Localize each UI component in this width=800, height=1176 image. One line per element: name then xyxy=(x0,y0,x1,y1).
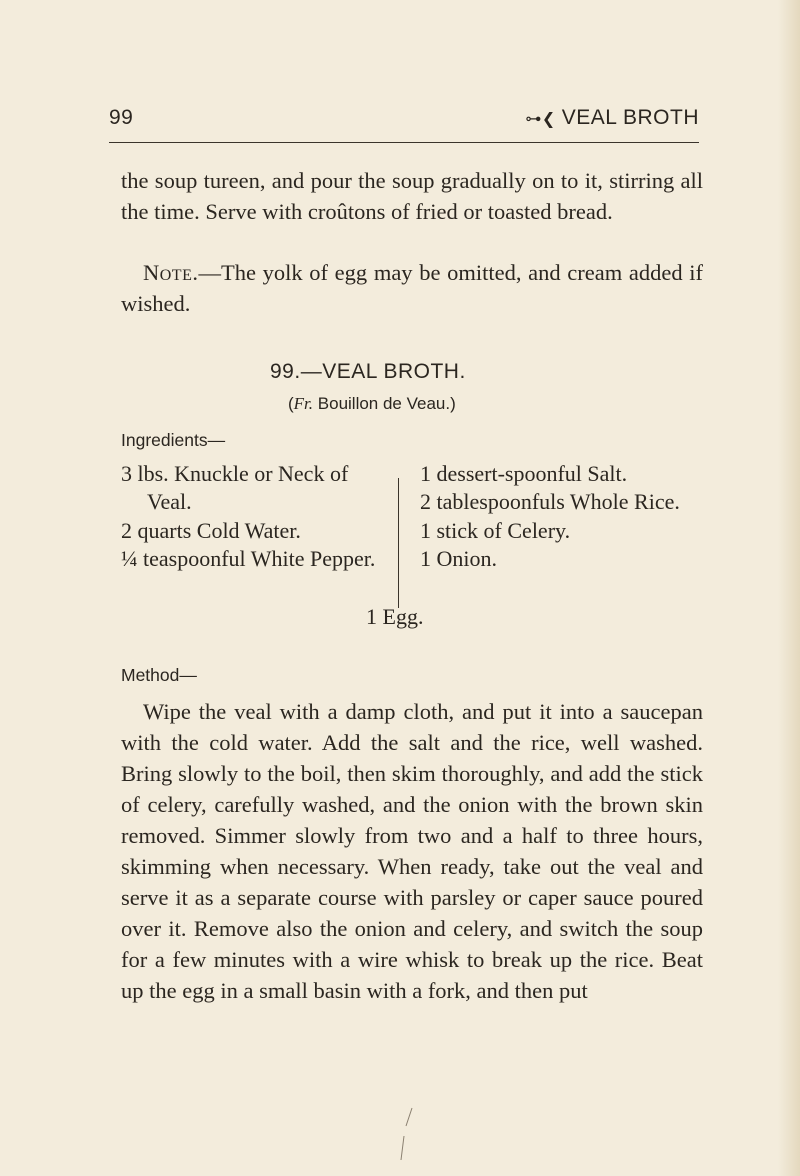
ingredient-item: 1 Onion. xyxy=(420,546,497,572)
intro-paragraph: the soup tureen, and pour the soup gradually on to it, stirring all the time. Serve with croûtons of fried or toasted bread. xyxy=(121,168,703,224)
subtitle-open: ( xyxy=(288,394,294,413)
ingredient-egg: 1 Egg. xyxy=(366,604,424,629)
pencil-mark xyxy=(398,1106,414,1162)
page-number: 99 xyxy=(109,106,134,129)
note-label: Note. xyxy=(143,260,199,285)
ingredient-item: ¼ teaspoonful White Pepper. xyxy=(121,546,376,572)
subtitle-fr: Fr. xyxy=(293,394,314,413)
recipe-title: 99.—VEAL BROTH. xyxy=(270,360,466,383)
page-header xyxy=(109,106,699,138)
method-paragraph: Wipe the veal with a damp cloth, and put it into a saucepan with the cold water. Add the salt and the rice, well washed. Bring slowly to the boil, then skim thoroughly, and add the stick of celery, carefully washed, and the onion with the brown skin removed. Simmer slowly from two and a half to three hours, skimming when necessary. When ready, take out the veal and serve it as a separate course with parsley or caper sauce poured over it. Remove also the onion and celery, and switch the soup for a few minutes with a wire whisk to break up the rice. Beat up the egg in a small basin with a fork, and then put xyxy=(121,699,703,1003)
ingredient-item: 3 lbs. Knuckle or Neck of Veal. xyxy=(121,461,349,515)
ingredient-item: 2 tablespoonfuls Whole Rice. xyxy=(420,489,680,515)
note-paragraph xyxy=(121,258,703,319)
ingredient-item: 1 dessert-spoonful Salt. xyxy=(420,461,628,486)
header-rule xyxy=(109,142,699,143)
recipe-subtitle xyxy=(288,394,456,414)
ingredient-item: 2 quarts Cold Water. xyxy=(121,517,301,543)
note-text: —The yolk of egg may be omitted, and cream added if wished. xyxy=(121,260,703,316)
method-label: Method— xyxy=(121,665,197,685)
subtitle-rest: Bouillon de Veau.) xyxy=(313,394,456,413)
page-edge-shading xyxy=(778,0,800,1176)
ingredients-divider xyxy=(398,478,399,608)
ingredients-label: Ingredients— xyxy=(121,430,226,450)
running-head xyxy=(525,106,699,130)
ingredient-item: 1 stick of Celery. xyxy=(420,517,571,543)
running-head-title: VEAL BROTH xyxy=(561,106,699,129)
ornament-icon: ⊶❮ xyxy=(525,111,556,128)
ingredients-right-column xyxy=(420,460,720,574)
ingredients-left-column xyxy=(121,460,391,574)
